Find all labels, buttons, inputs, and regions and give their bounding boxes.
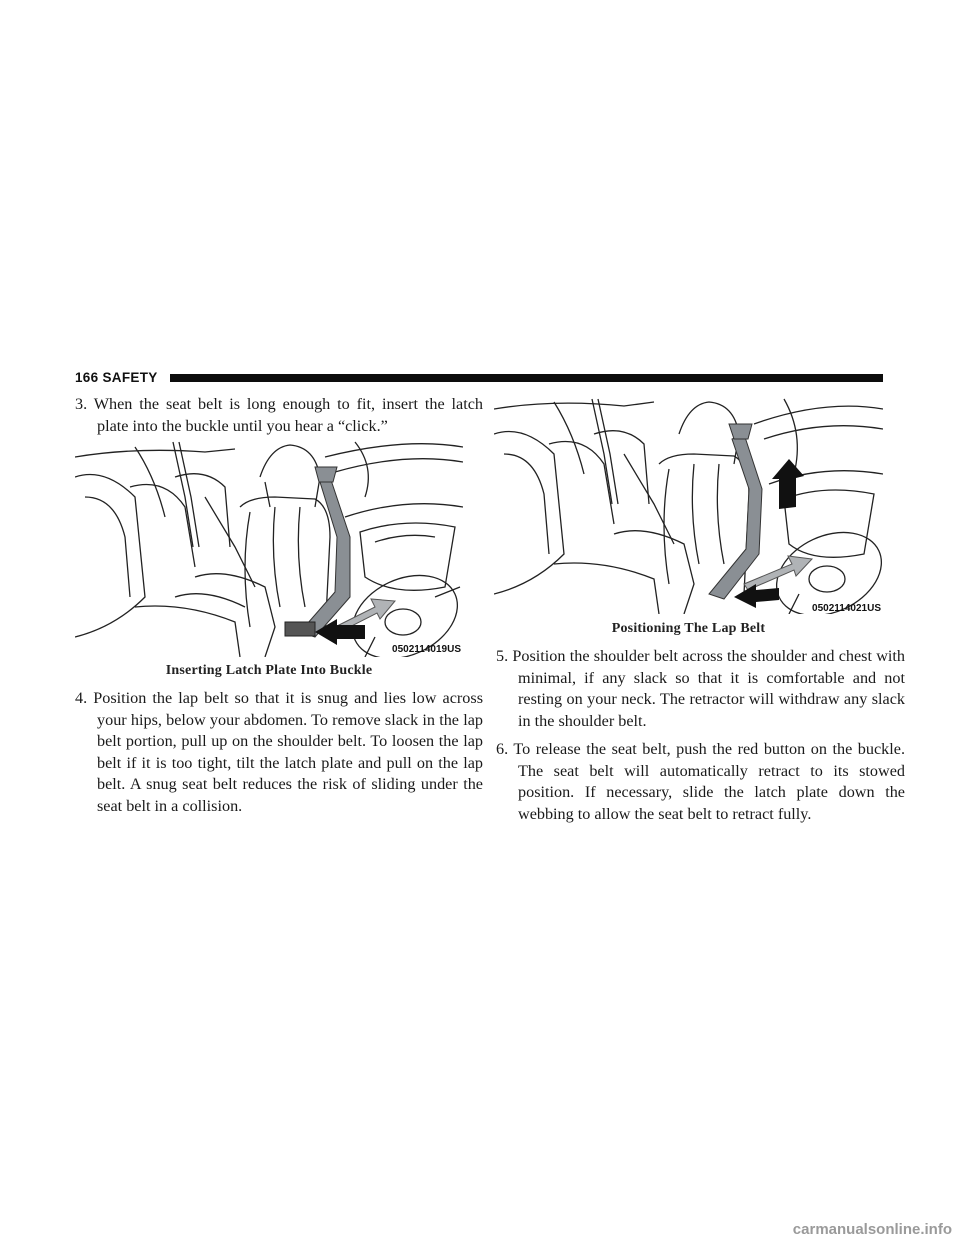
direction-arrow-black-2 [734, 584, 779, 608]
step-3-text: 3. When the seat belt is long enough to fit, insert the latch plate into the buckle until you hear a “click.” [75, 395, 483, 435]
figure-1-code: 0502114019US [392, 644, 461, 655]
page-number: 166 [75, 370, 99, 385]
direction-arrow-gray-2 [744, 556, 812, 590]
step-5-text: 5. Position the shoulder belt across the shoulder and chest with minimal, if any slack so that it is comfortable and not resting on your neck. The retractor will withdraw any slack in the shoulder belt. [496, 647, 905, 730]
watermark: carmanualsonline.info [792, 1221, 952, 1238]
header-rule [170, 374, 883, 382]
page-header [75, 369, 883, 387]
figure-1-caption: Inserting Latch Plate Into Buckle [165, 663, 373, 678]
page-header-label [75, 369, 158, 387]
figure-2-caption: Positioning The Lap Belt [611, 621, 766, 636]
up-arrow [772, 459, 804, 509]
figure-inserting-latch-plate [75, 437, 463, 657]
figure-positioning-lap-belt [494, 394, 883, 614]
seat-interior-illustration-2 [494, 394, 883, 614]
step-6-text: 6. To release the seat belt, push the red button on the buckle. The seat belt will automatically retract to its stowed position. If necessary, slide the latch plate down the webbing to allow the seat belt to retract fully. [496, 740, 905, 823]
figure-2-code: 0502114021US [812, 603, 881, 614]
step-4-text: 4. Position the lap belt so that it is snug and lies low across your hips, below your abdomen. To remove slack in the lap belt portion, pull up on the shoulder belt. To loosen the lap belt if it is too tight, tilt the latch plate and pull on the lap belt. A snug seat belt reduces the risk of sliding under the seat belt in a collision. [75, 689, 483, 815]
seat-interior-illustration-1 [75, 437, 463, 657]
section-title: SAFETY [102, 370, 158, 385]
